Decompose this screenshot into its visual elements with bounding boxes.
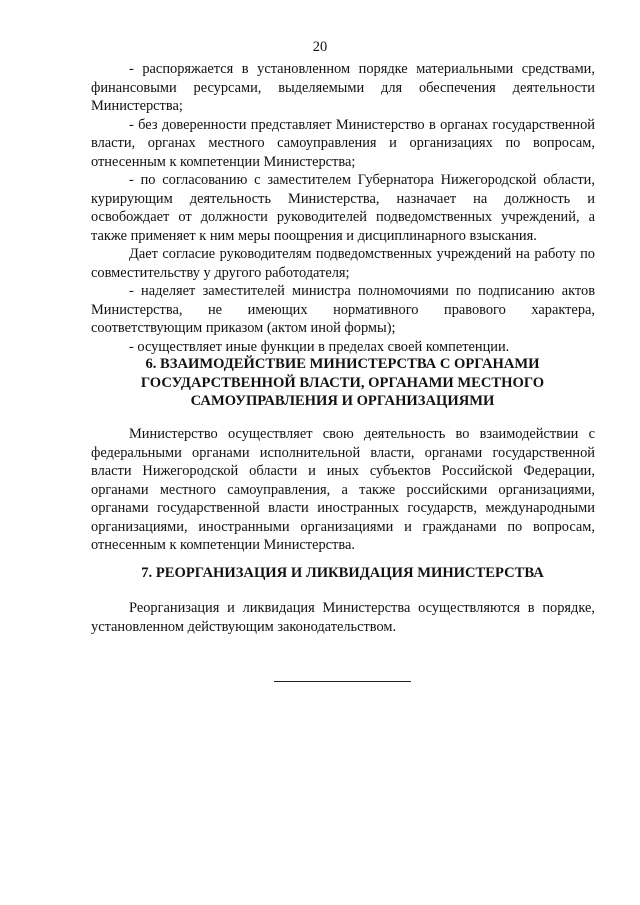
section-6-body	[91, 425, 595, 555]
powers-list	[91, 60, 595, 356]
power-item: - по согласованию с заместителем Губернатора Нижегородской области, курирующим деятельность Министерства, назначает на должность и освобождает от должности руководителей подведомственных учреждений, а также применяет к ним меры поощрения и дисциплинарного взыскания.	[91, 172, 595, 244]
section-7-heading: 7. РЕОРГАНИЗАЦИЯ И ЛИКВИДАЦИЯ МИНИСТЕРСТВА	[141, 565, 544, 581]
section-6-paragraph: Министерство осуществляет свою деятельность во взаимодействии с федеральными органами исполнительной власти, органами государственной власти Нижегородской области и иных субъектов Российской Федерации, органами местного самоуправления, а также российскими организациями, органами государственной власти иностранных государств, международными организациями, иностранными организациями и гражданами по вопросам, отнесенным к компетенции Министерства.	[91, 426, 595, 553]
page-number: 20	[312, 39, 328, 55]
closing-rule	[274, 681, 411, 682]
section-6-heading: 6. ВЗАИМОДЕЙСТВИЕ МИНИСТЕРСТВА С ОРГАНАМИ ГОСУДАРСТВЕННОЙ ВЛАСТИ, ОРГАНАМИ МЕСТНОГО САМОУПРАВЛЕНИЯ И ОРГАНИЗАЦИЯМИ	[140, 356, 545, 409]
section-7-body	[91, 599, 595, 636]
power-item: - наделяет заместителей министра полномочиями по подписанию актов Министерства, не имеющих нормативного правового характера, соответствующим приказом (актом иной формы);	[91, 283, 595, 336]
power-item: Дает согласие руководителям подведомственных учреждений на работу по совместительству у другого работодателя;	[91, 246, 595, 281]
power-item: - распоряжается в установленном порядке материальными средствами, финансовыми ресурсами, выделяемыми для обеспечения деятельности Министерства;	[91, 61, 595, 114]
power-item: - без доверенности представляет Министерство в органах государственной власти, органах местного самоуправления и организациях по вопросам, отнесенным к компетенции Министерства;	[91, 116, 595, 170]
power-item: - осуществляет иные функции в пределах своей компетенции.	[129, 338, 510, 355]
section-7-paragraph: Реорганизация и ликвидация Министерства осуществляются в порядке, установленном действующим законодательством.	[91, 600, 595, 635]
